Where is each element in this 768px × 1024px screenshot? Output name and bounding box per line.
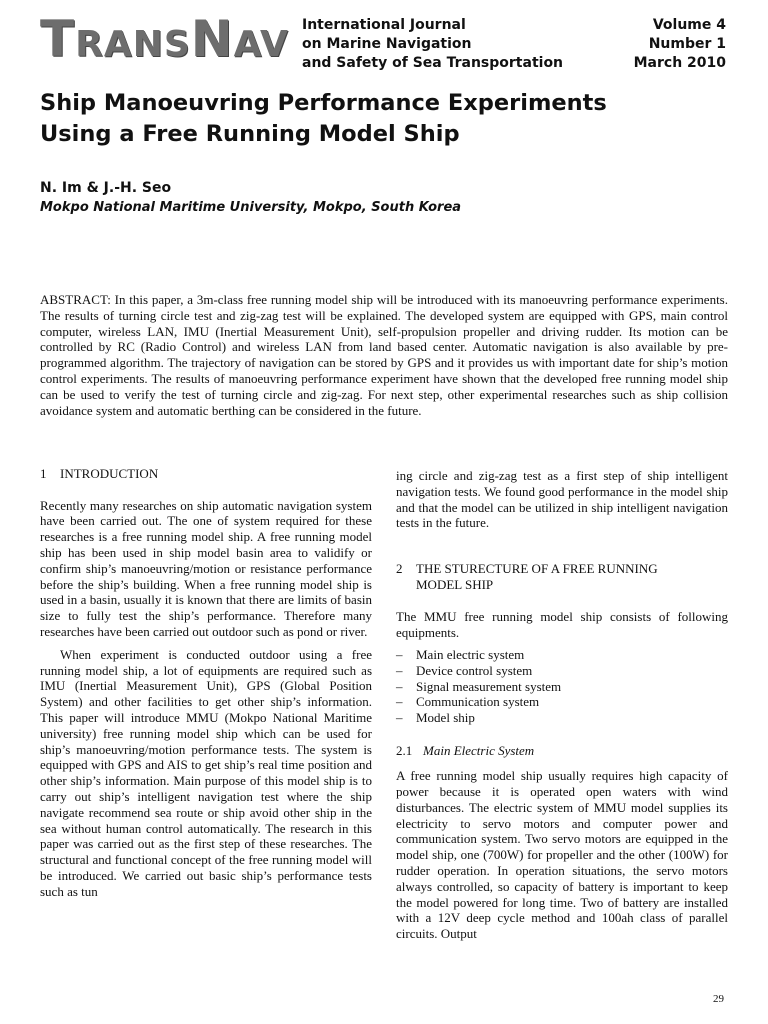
subsection-heading-main-electric: 2.1 Main Electric System [396, 743, 535, 759]
journal-name: International Journal on Marine Navigation and Safety of Sea Transportation [302, 17, 564, 71]
left-column [40, 466, 372, 900]
intro-paragraph-2-continued: ing circle and zig-zag test as a first step of ship intelligent navigation tests. We found good performance in the model ship and that the model can be utilized in ship intelligent navigation tests in the future. [396, 468, 728, 531]
volume: Volume 4 [652, 17, 726, 33]
structure-intro: The MMU free running model ship consists of following equipments. [396, 608, 728, 640]
authors: N. Im & J.-H. Seo [40, 180, 172, 196]
section-heading-introduction: 1 INTRODUCTION [40, 466, 159, 481]
list-item: – Main electric system [396, 647, 525, 663]
abstract: ABSTRACT: In this paper, a 3m-class free running model ship will be introduced with its manoeuvring performance experiments. The results of turning circle test and zig-zag test will be explained. The developed system are equipped with GPS, main control computer, wireless LAN, IMU (Inertial Measurement Unit), self-propulsion propeller and driving rudder. Its motion can be controlled by RC (Radio Control) and wireless LAN from land based center. Automatic navigation is also available by pre-programmed algorithm. The trajectory of navigation can be stored by GPS and it provides us with important date for ship’s motion control experiments. The results of manoeuvring performance experiment have shown that the developed free running model ship can be used to verify the test of turning circle and zig-zag. For next step, other experimental researches such as ship collision avoidance system and automatic berthing can be considered in the future. [40, 292, 728, 418]
list-item: – Model ship [396, 709, 475, 725]
intro-paragraph-1: Recently many researches on ship automatic navigation system have been carried out. The one of system required for these researches is a free running model ship. A free running model ship has been used in ship model basin area to validify or confirm ship’s manoeuvring/motion or resistance performance before the ship’s building. When a free running model ship is used in a basin, usually it is known that there are limits of basin size to fully test the ship’s performance. Therefore many researches have been carried out outdoor such as pond or river. [40, 497, 372, 639]
issue-info [634, 16, 726, 73]
page-number: 29 [713, 993, 724, 1005]
list-item: – Communication system [396, 694, 540, 710]
issue-number: Number 1 [648, 36, 726, 52]
list-item: – Device control system [396, 662, 533, 678]
issue-date: March 2010 [633, 55, 726, 71]
paper-title: Ship Manoeuvring Performance Experiments Using a Free Running Model Ship [40, 90, 607, 147]
list-item: – Signal measurement system [396, 678, 562, 694]
affiliation: Mokpo National Maritime University, Mokpo, South Korea [40, 200, 462, 215]
transnav-logo: TRANSNAV [40, 10, 289, 68]
intro-paragraph-2: When experiment is conducted outdoor using a free running model ship, a lot of equipments are required such as IMU (Inertial Measurement Unit), GPS (Global Position System) and other facilities to get other ship’s information. This paper will introduce MMU (Mokpo National Maritime university) free running model ship which can be used for ship’s manoeuvring/motion performance tests. The system is equipped with GPS and AIS to get ship’s real time position and other ship’s information. Main purpose of this model ship is to carry out ship’s intelligent navigation test where the ship navigate recommend sea route or ship avoid other ship in the sea without human control automatically. The research in this paper was carried out as the first step of these researches. The structural and functional concept of the free running model will be introduced. We carried out basic ship’s performance tests such as tun [40, 646, 372, 899]
equipment-list [396, 647, 728, 725]
main-electric-paragraph: A free running model ship usually requires high capacity of power because it is operated open waters with wind disturbances. The electric system of MMU model supplies its electricity to servo motors and computer power and communication system. Two servo motors are equipped in the model ship, one (700W) for propeller and the other (100W) for rudder operation. In operation situations, the servo motors always controlled, so capacity of battery is important to keep the model powered for long time. Two of battery are installed with a 12V deep cycle method and 100ah class of parallel circuits. Output [396, 768, 728, 942]
right-column [396, 468, 728, 942]
section-heading-structure: 2 THE STURECTURE OF A FREE RUNNING MODEL SHIP [396, 561, 658, 592]
